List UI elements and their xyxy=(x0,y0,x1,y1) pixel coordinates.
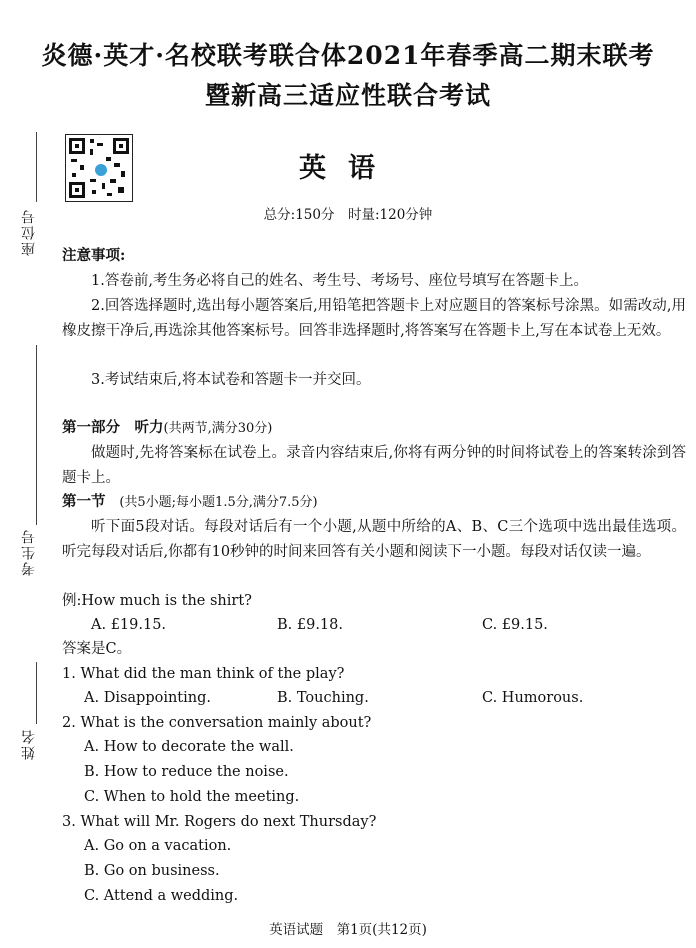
notice-item: 1.答卷前,考生务必将自己的姓名、考生号、考场号、座位号填写在答题卡上。 xyxy=(91,273,588,289)
subject-title: 英语 xyxy=(299,153,397,184)
part1-note: (共两节,满分30分) xyxy=(163,421,273,436)
section1-instruction: 听下面5段对话。每段对话后有一个小题,从题中所给的A、B、C三个选项中选出最佳选项。听完每段对话后,你都有10秒钟的时间来回答有关小题和阅读下一小题。每段对话仅读一遍。 xyxy=(62,519,686,560)
notice-item: 3.考试结束后,将本试卷和答题卡一并交回。 xyxy=(91,372,371,388)
question-option: B. Touching. xyxy=(277,690,369,706)
question-option: A. Disappointing. xyxy=(84,690,212,706)
example-question: 例:How much is the shirt? xyxy=(62,593,252,609)
section1-title: 第一节 xyxy=(62,493,106,510)
binding-line xyxy=(36,132,37,202)
example-option-c: C. £9.15. xyxy=(482,617,548,633)
notice-item: 2.回答选择题时,选出每小题答案后,用铅笔把答题卡上对应题目的答案标号涂黑。如需改动,用橡皮擦干净后,再选涂其他答案标号。回答非选择题时,将答案写在答题卡上,写在本试卷上无效。 xyxy=(62,298,686,339)
question-option: C. When to hold the meeting. xyxy=(84,789,300,805)
question-option: C. Humorous. xyxy=(482,690,584,706)
seat-number-label: 座位号 xyxy=(21,208,37,256)
exam-number-label: 考生号 xyxy=(21,528,37,576)
binding-line xyxy=(36,345,37,525)
name-label: 姓名 xyxy=(21,728,37,760)
exam-title-line1: 炎德·英才·名校联考联合体2021年春季高二期末联考 xyxy=(41,41,655,70)
example-option-a: A. £19.15. xyxy=(91,617,167,633)
notice-heading: 注意事项: xyxy=(62,247,126,264)
page-footer: 英语试题 第1页(共12页) xyxy=(269,922,427,938)
score-info: 总分:150分 时量:120分钟 xyxy=(263,207,433,223)
section1-heading xyxy=(62,490,318,516)
question-stem: 3. What will Mr. Rogers do next Thursday? xyxy=(62,814,377,830)
binding-line xyxy=(36,662,37,724)
question-option: A. Go on a vacation. xyxy=(84,838,232,854)
question-stem: 1. What did the man think of the play? xyxy=(62,666,345,682)
exam-title-line2: 暨新高三适应性联合考试 xyxy=(204,81,491,110)
example-answer: 答案是C。 xyxy=(62,641,132,657)
question-option: A. How to decorate the wall. xyxy=(84,739,294,755)
section1-note: (共5小题;每小题1.5分,满分7.5分) xyxy=(119,495,318,510)
part1-instruction: 做题时,先将答案标在试卷上。录音内容结束后,你将有两分钟的时间将试卷上的答案转涂到答题卡上。 xyxy=(62,445,686,486)
question-option: B. Go on business. xyxy=(84,863,220,879)
question-option: B. How to reduce the noise. xyxy=(84,764,289,780)
part1-title: 第一部分 听力 xyxy=(62,419,164,436)
example-option-b: B. £9.18. xyxy=(277,617,343,633)
part1-heading xyxy=(62,416,272,442)
question-option: C. Attend a wedding. xyxy=(84,888,239,904)
question-stem: 2. What is the conversation mainly about? xyxy=(62,715,372,731)
